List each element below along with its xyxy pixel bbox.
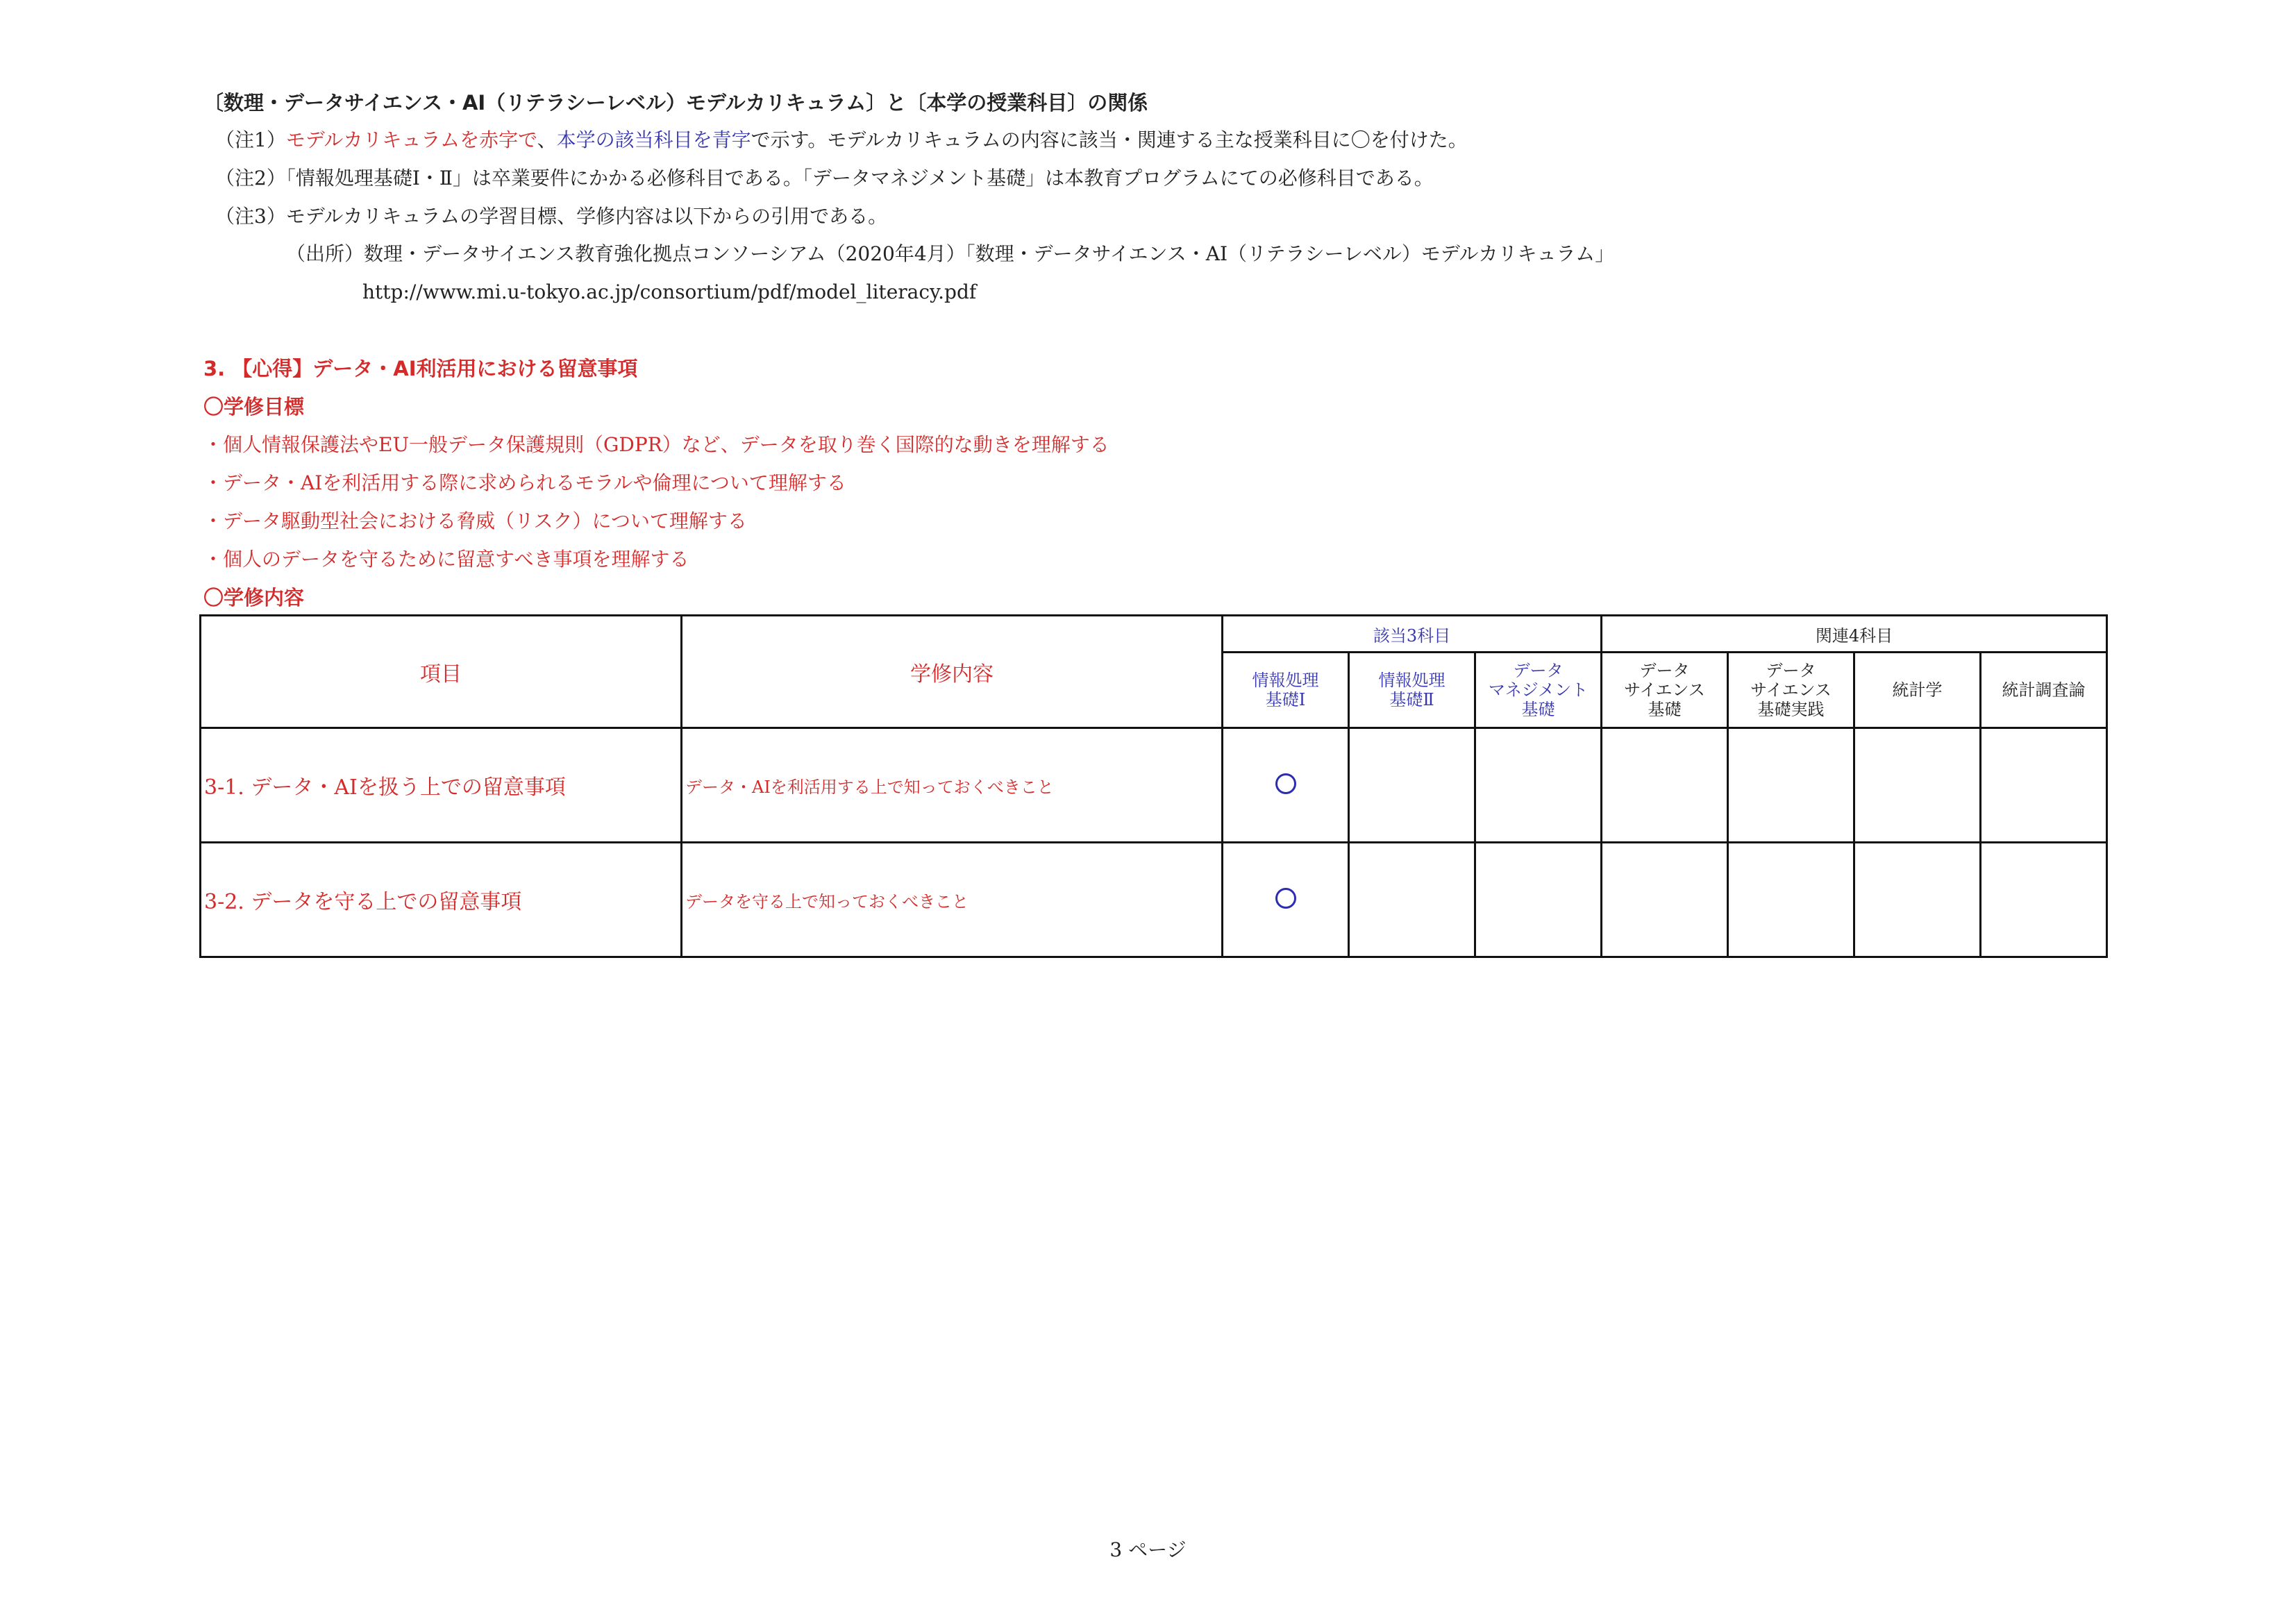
- subject-line: 基礎: [1521, 700, 1555, 719]
- subject-line: データ: [1766, 661, 1816, 680]
- header-content: 学修内容: [682, 616, 1223, 728]
- mark-cell: [1349, 728, 1475, 843]
- subject-line: データ: [1513, 661, 1564, 680]
- mark-cell: [1602, 728, 1728, 843]
- goals-heading: 〇学修目標: [203, 395, 305, 419]
- goal-item: ・データ駆動型社会における脅威（リスク）について理解する: [203, 510, 747, 532]
- note-1-rest: で示す。モデルカリキュラムの内容に該当・関連する主な授業科目に〇を付けた。: [751, 128, 1468, 151]
- row-item: 3-1. データ・AIを扱う上での留意事項: [201, 728, 682, 843]
- subject-line: データ: [1639, 661, 1690, 680]
- mark-cell: [1602, 843, 1728, 957]
- note-3: （注3）モデルカリキュラムの学習目標、学修内容は以下からの引用である。: [215, 205, 888, 228]
- mark-cell: [1981, 728, 2107, 843]
- mark-cell: [1349, 843, 1475, 957]
- curriculum-table: [199, 614, 2108, 958]
- note-2: （注2）「情報処理基礎Ⅰ・Ⅱ」は卒業要件にかかる必修科目である。「データマネジメント基礎」は本教育プログラムにての必修科目である。: [215, 167, 1434, 190]
- subject-line: サイエンス: [1750, 680, 1832, 700]
- mark-cell: [1223, 843, 1349, 957]
- subject-header: [1854, 653, 1981, 728]
- circle-mark-icon: [1275, 773, 1296, 794]
- mark-cell: [1854, 843, 1981, 957]
- goal-item: ・個人のデータを守るために留意すべき事項を理解する: [203, 548, 689, 571]
- table-row: [201, 728, 2107, 843]
- subject-header: [1602, 653, 1728, 728]
- subject-line: 統計調査論: [2002, 680, 2086, 700]
- subject-header: [1981, 653, 2107, 728]
- source-citation: （出所）数理・データサイエンス教育強化拠点コンソーシアム（2020年4月）「数理・データサイエンス・AI（リテラシーレベル）モデルカリキュラム」: [286, 242, 1615, 265]
- section-title: 3. 【心得】データ・AI利活用における留意事項: [203, 357, 638, 380]
- note-1-blue-text: 本学の該当科目を青字: [556, 128, 751, 151]
- mark-cell: [1475, 728, 1602, 843]
- subject-line: 情報処理: [1378, 671, 1446, 690]
- subject-header: [1475, 653, 1602, 728]
- subject-header: [1349, 653, 1475, 728]
- subject-line: 基礎実践: [1757, 700, 1825, 719]
- subject-line: 基礎: [1648, 700, 1682, 719]
- note-1-sep: 、: [537, 128, 557, 151]
- note-1: [215, 126, 1468, 154]
- goal-item: ・データ・AIを利活用する際に求められるモラルや倫理について理解する: [203, 471, 846, 494]
- header-item: 項目: [201, 616, 682, 728]
- row-item: 3-2. データを守る上での留意事項: [201, 843, 682, 957]
- subject-header: [1223, 653, 1349, 728]
- row-content: データ・AIを利活用する上で知っておくべきこと: [682, 728, 1223, 843]
- mark-cell: [1223, 728, 1349, 843]
- circle-mark-icon: [1275, 888, 1296, 909]
- header-related-group: 関連4科目: [1602, 616, 2107, 653]
- note-1-label: （注1）: [215, 128, 286, 151]
- subject-header: [1728, 653, 1854, 728]
- source-url: http://www.mi.u-tokyo.ac.jp/consortium/pdf/model_literacy.pdf: [362, 280, 977, 303]
- mark-cell: [1728, 843, 1854, 957]
- subject-line: 統計学: [1892, 680, 1943, 700]
- table-row: [201, 843, 2107, 957]
- subject-line: マネジメント: [1488, 680, 1589, 700]
- mark-cell: [1854, 728, 1981, 843]
- mark-cell: [1728, 728, 1854, 843]
- mark-cell: [1981, 843, 2107, 957]
- mark-cell: [1475, 843, 1602, 957]
- subject-line: 基礎Ⅰ: [1265, 690, 1306, 709]
- content-heading: 〇学修内容: [203, 586, 305, 609]
- page-number: 3 ページ: [1109, 1538, 1187, 1561]
- subject-line: サイエンス: [1624, 680, 1705, 700]
- row-content: データを守る上で知っておくべきこと: [682, 843, 1223, 957]
- header-applicable-group: 該当3科目: [1223, 616, 1602, 653]
- subject-line: 基礎Ⅱ: [1389, 690, 1434, 709]
- goal-item: ・個人情報保護法やEU一般データ保護規則（GDPR）など、データを取り巻く国際的な動きを理解する: [203, 433, 1109, 456]
- page-heading: 〔数理・データサイエンス・AI（リテラシーレベル）モデルカリキュラム〕と〔本学の授業科目〕の関係: [203, 91, 1148, 115]
- subject-line: 情報処理: [1252, 671, 1319, 690]
- note-1-red-text: モデルカリキュラムを赤字で: [285, 128, 537, 151]
